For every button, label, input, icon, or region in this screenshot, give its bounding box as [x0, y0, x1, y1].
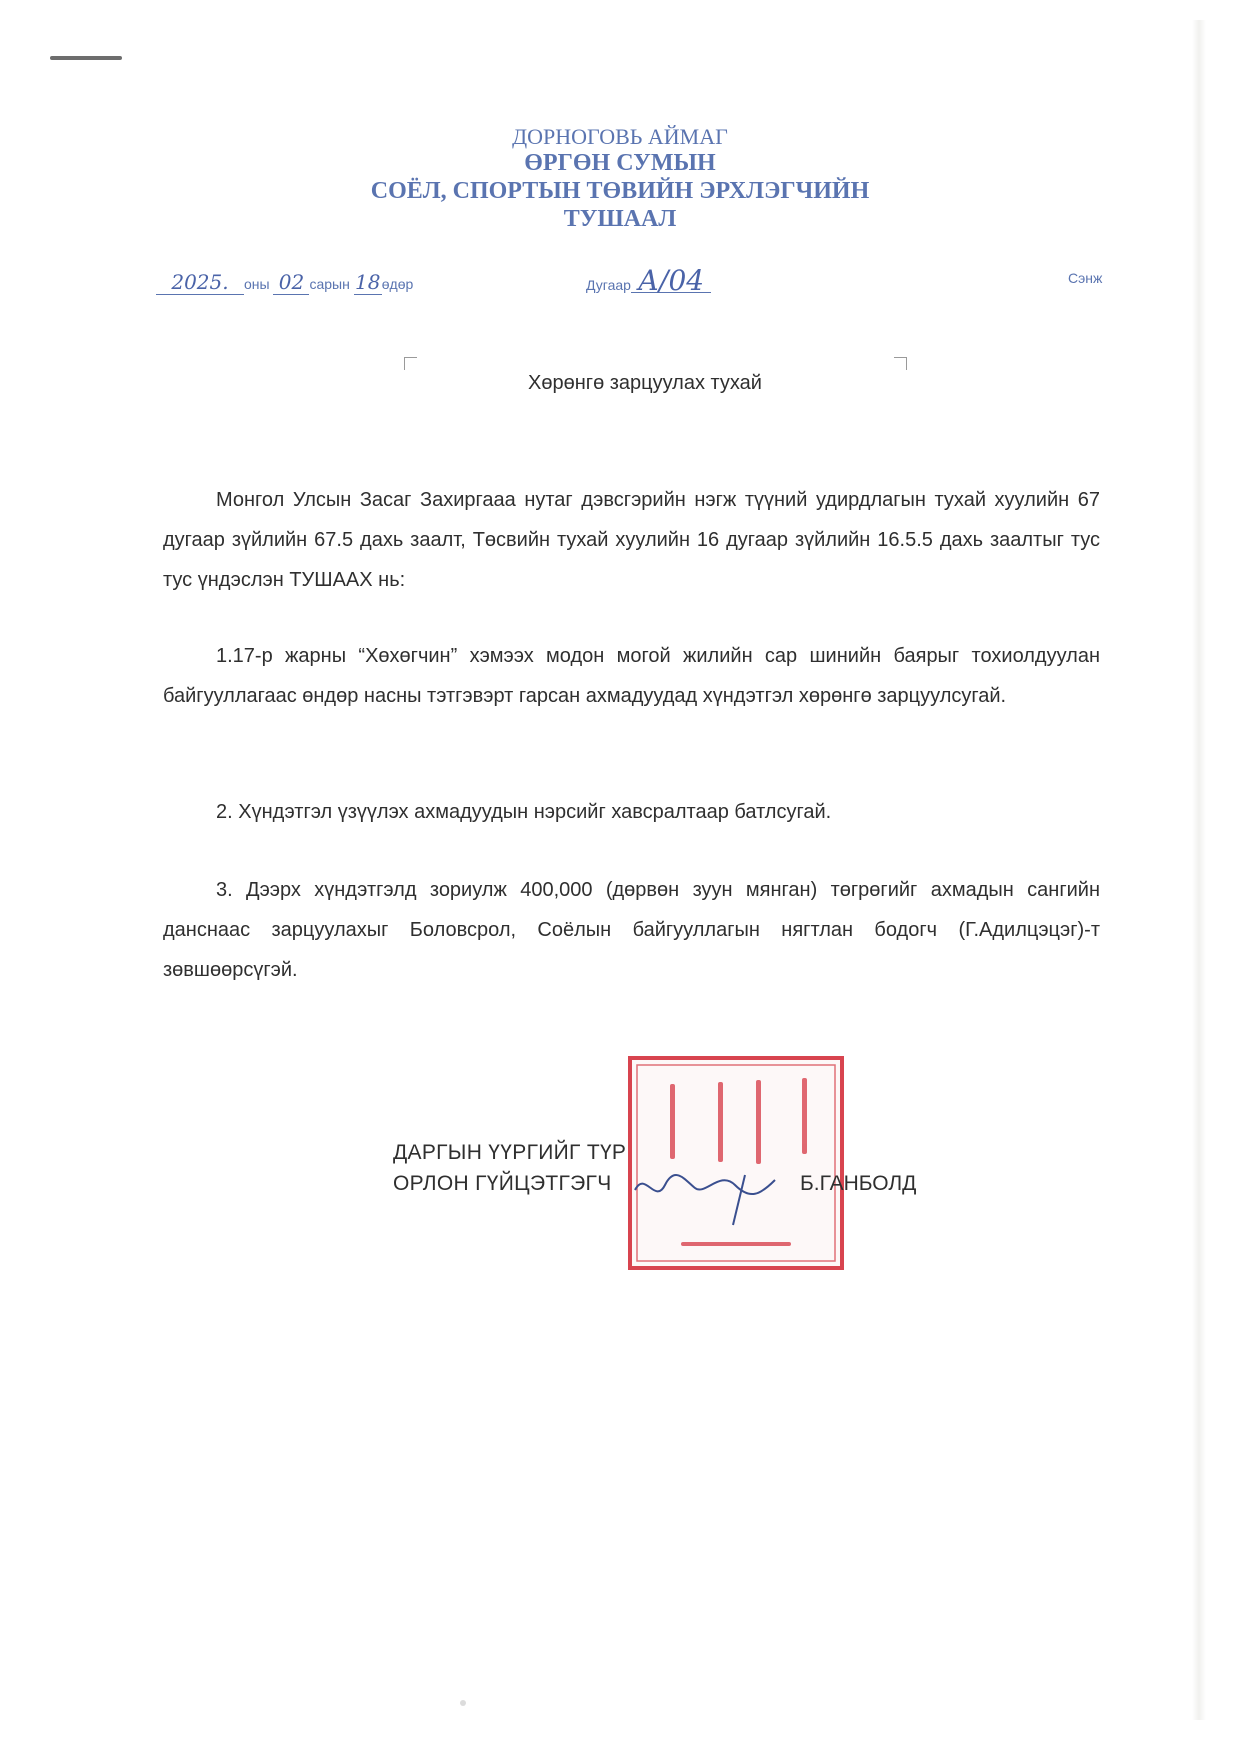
subject-title: Хөрөнгө зарцуулах тухай	[528, 372, 762, 394]
signatory-name: Б.ГАНБОЛД	[800, 1172, 917, 1195]
header-document-type: ТУШААЛ	[563, 206, 677, 232]
header-organization: СОЁЛ, СПОРТЫН ТӨВИЙН ЭРХЛЭГЧИЙН	[370, 178, 870, 204]
day-label: өдөр	[381, 276, 414, 292]
page-edge-shadow	[1192, 20, 1206, 1720]
header-sum: ӨРГӨН СУМЫН	[524, 150, 716, 176]
year-handwritten: 2025.	[156, 270, 244, 295]
date-line	[156, 270, 413, 295]
subject-bracket-right	[894, 357, 907, 370]
number-label: Дугаар	[586, 277, 631, 293]
number-handwritten: А/04	[631, 270, 711, 293]
signature-position-line-1: ДАРГЫН ҮҮРГИЙГ ТҮР	[393, 1141, 627, 1164]
paragraph-preamble: Монгол Улсын Засаг Захиргааа нутаг дэвсгэрийн нэгж түүний удирдлагын тухай хуулийн 67 дугаар зүйлийн 67.5 дахь заалт, Төсвийн тухай хуулийн 16 дугаар зүйлийн 16.5.5 дахь заалтыг тус тус үндэслэн ТУШААХ нь:	[163, 489, 1100, 591]
month-label: сарын	[309, 276, 350, 292]
month-handwritten: 02	[273, 270, 309, 295]
year-label: оны	[244, 276, 270, 292]
paragraph-item-2: 2. Хүндэтгэл үзүүлэх ахмадуудын нэрсийг хавсралтаар батлсугай.	[216, 801, 832, 823]
corner-mark	[50, 56, 122, 60]
paragraph-item-3: 3. Дээрх хүндэтгэлд зориулж 400,000 (дөрвөн зуун мянган) төгрөгийг ахмадын сангийн данснаас зарцуулахыг Боловсрол, Соёлын байгууллагын нягтлан бодогч (Г.Адилцэцэг)-т зөвшөөрсүгэй.	[163, 879, 1100, 981]
paragraph-item-1: 1.17-р жарны “Хөхөгчин” хэмээх модон могой жилийн сар шинийн баярыг тохиолдуулан байгууллагаас өндөр насны тэтгэвэрт гарсан ахмадуудад хүндэтгэл хөрөнгө зарцуулсугай.	[163, 645, 1100, 707]
place: Сэнж	[1068, 270, 1103, 286]
number-line	[586, 264, 711, 297]
day-handwritten: 18	[355, 270, 381, 294]
handwritten-signature	[625, 1150, 795, 1230]
header-aimag: ДОРНОГОВЬ АЙМАГ	[512, 124, 728, 149]
scan-speck	[460, 1700, 466, 1706]
signature-position-line-2: ОРЛОН ГҮЙЦЭТГЭГЧ	[393, 1172, 612, 1195]
subject-bracket-left	[404, 357, 417, 370]
